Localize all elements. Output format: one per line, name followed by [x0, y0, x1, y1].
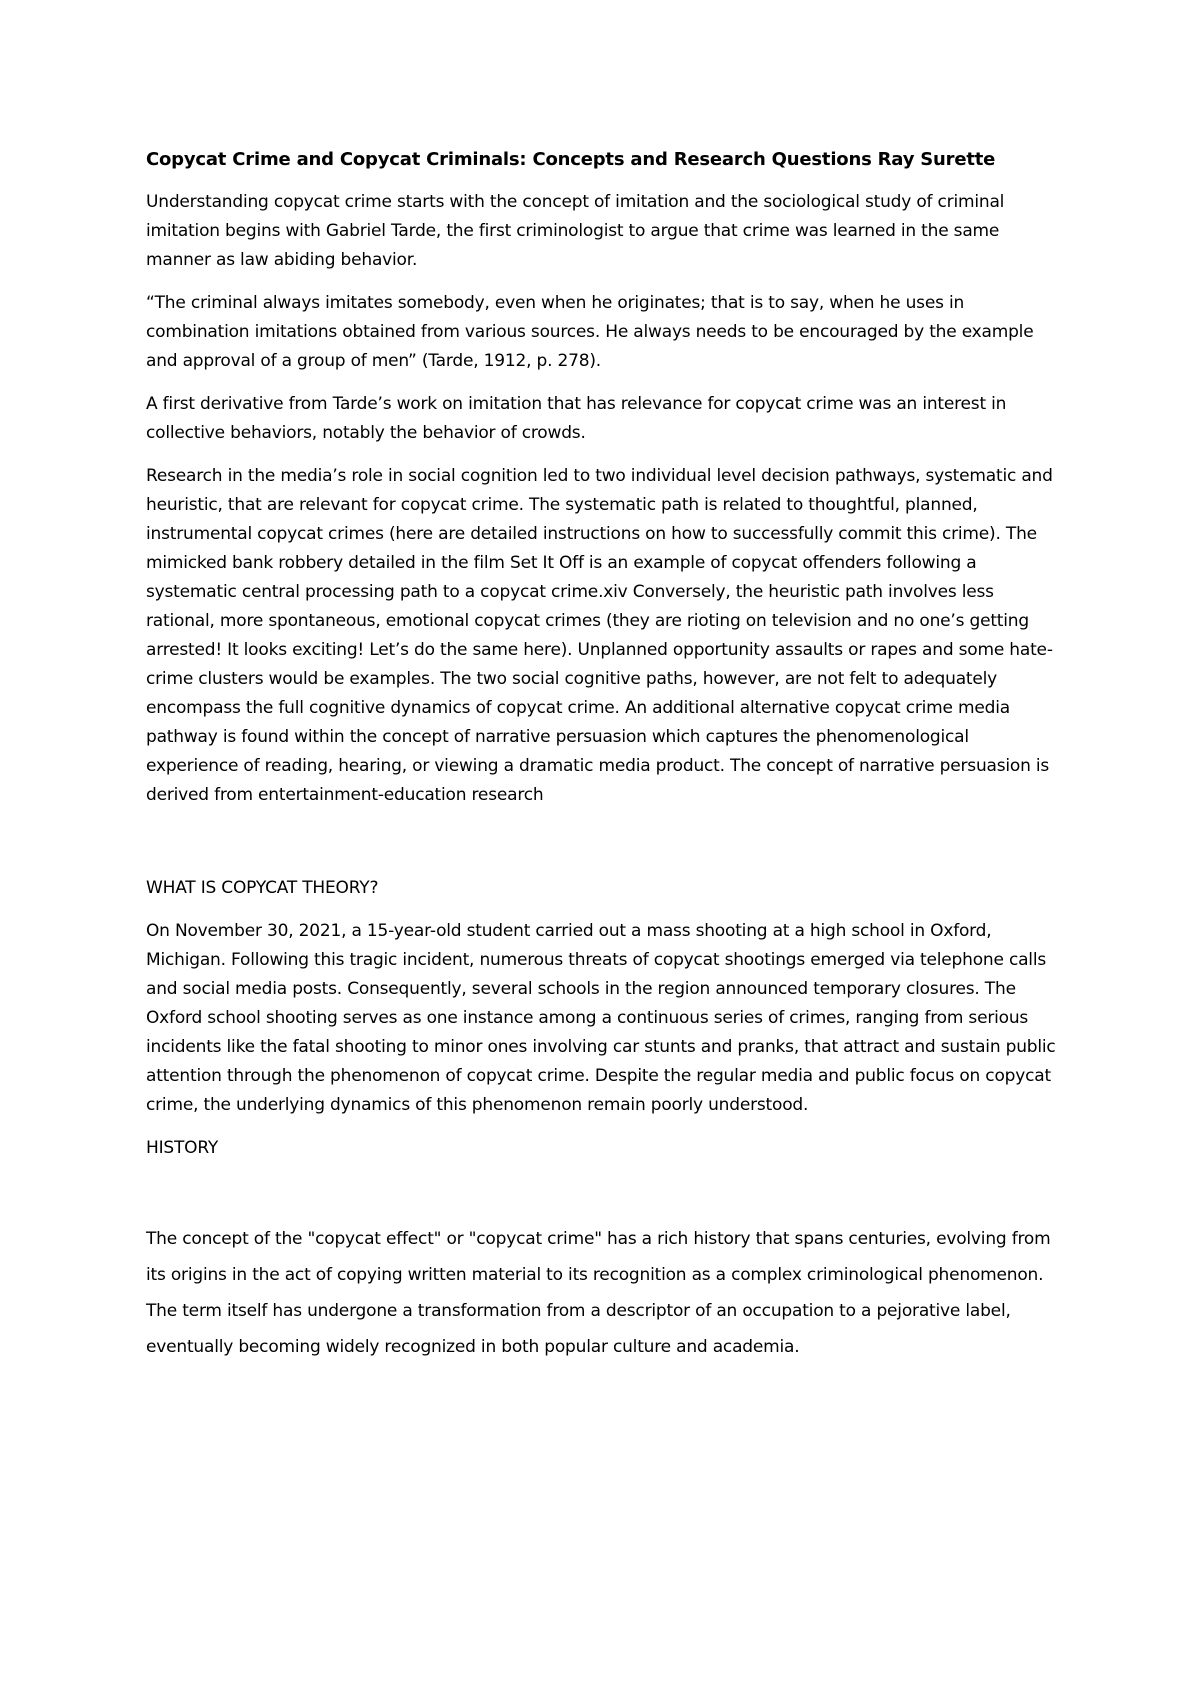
spacer — [146, 824, 1066, 874]
document-page — [146, 148, 1066, 1365]
paragraph-tarde-intro: Understanding copycat crime starts with the concept of imitation and the sociological study of criminal imitation begins with Gabriel Tarde, the first criminologist to argue that crime was learned in the same manner as law abiding behavior. — [146, 192, 1005, 270]
spacer — [146, 1177, 1066, 1221]
paragraph-decision-pathways: Research in the media’s role in social cognition led to two individual level decision pathways, systematic and heuristic, that are relevant for copycat crime. The systematic path is related to thoughtful, planned, instrumental copycat crimes (here are detailed instructions on how to successfully commit this crime). The mimicked bank robbery detailed in the film Set It Off is an example of copycat offenders following a systematic central processing path to a copycat crime.xiv Conversely, the heuristic path involves less rational, more spontaneous, emotional copycat crimes (they are rioting on television and no one’s getting arrested! It looks exciting! Let’s do the same here). Unplanned opportunity assaults or rapes and some hate-crime clusters would be examples. The two social cognitive paths, however, are not felt to adequately encompass the full cognitive dynamics of copycat crime. An additional alternative copycat crime media pathway is found within the concept of narrative persuasion which captures the phenomenological experience of reading, hearing, or viewing a dramatic media product. The concept of narrative persuasion is derived from entertainment-education research — [146, 466, 1053, 805]
section-heading-history: HISTORY — [146, 1138, 219, 1158]
section-heading-copycat-theory: WHAT IS COPYCAT THEORY? — [146, 878, 379, 898]
paragraph-history: The concept of the "copycat effect" or "copycat crime" has a rich history that spans centuries, evolving from its origins in the act of copying written material to its recognition as a complex criminological phenomenon. The term itself has undergone a transformation from a descriptor of an occupation to a pejorative label, eventually becoming widely recognized in both popular culture and academia. — [146, 1229, 1051, 1357]
paragraph-collective-behaviors: A first derivative from Tarde’s work on imitation that has relevance for copycat crime was an interest in collective behaviors, notably the behavior of crowds. — [146, 394, 1007, 443]
paragraph-oxford-shooting: On November 30, 2021, a 15-year-old student carried out a mass shooting at a high school in Oxford, Michigan. Following this tragic incident, numerous threats of copycat shootings emerged via telephone calls and social media posts. Consequently, several schools in the region announced temporary closures. The Oxford school shooting serves as one instance among a continuous series of crimes, ranging from serious incidents like the fatal shooting to minor ones involving car stunts and pranks, that attract and sustain public attention through the phenomenon of copycat crime. Despite the regular media and public focus on copycat crime, the underlying dynamics of this phenomenon remain poorly understood. — [146, 921, 1056, 1115]
document-title: Copycat Crime and Copycat Criminals: Concepts and Research Questions Ray Surette — [146, 149, 996, 170]
paragraph-tarde-quote: “The criminal always imitates somebody, even when he originates; that is to say, when he uses in combination imitations obtained from various sources. He always needs to be encouraged by the example and approval of a group of men” (Tarde, 1912, p. 278). — [146, 293, 1034, 371]
